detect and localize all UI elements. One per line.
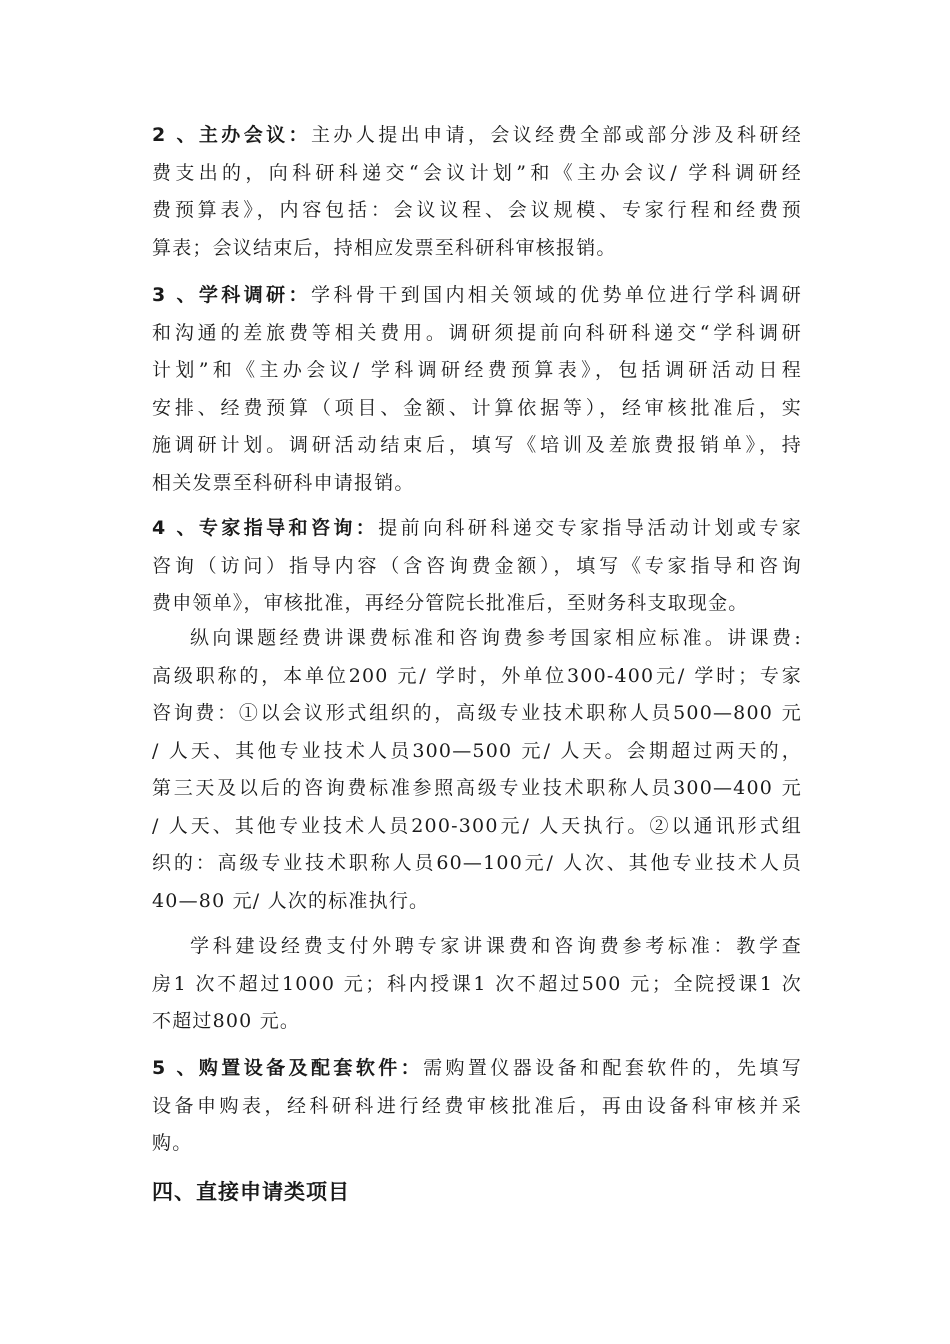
paragraph-line: 咨询（访问）指导内容（含咨询费金额），填写《专家指导和咨询 (152, 554, 802, 577)
paragraph-line: 纵向课题经费讲课费标准和咨询费参考国家相应标准。讲课费: (190, 627, 802, 649)
section-title: 3 、学科调研： (152, 284, 311, 306)
section-hosting-meetings (152, 117, 802, 267)
section-equipment-purchase (152, 1050, 802, 1163)
paragraph-line: / 人天、其他专业技术人员200-300元/ 人天执行。②以通讯形式组 (152, 814, 802, 837)
paragraph-line: 5 、购置设备及配套软件：需购置仪器设备和配套软件的，先填写 (152, 1057, 802, 1079)
paragraph-line: 40—80 元/ 人次的标准执行。 (152, 889, 430, 912)
paragraph-line: 安排、经费预算（项目、金额、计算依据等），经审核批准后，实 (152, 396, 802, 419)
paragraph-line: 房1 次不超过1000 元；科内授课1 次不超过500 元；全院授课1 次 (152, 972, 802, 995)
paragraph-line: 费预算表》，内容包括：会议议程、会议规模、专家行程和经费预 (152, 199, 802, 221)
paragraph-line: 学科建设经费支付外聘专家讲课费和咨询费参考标准：教学查 (190, 935, 802, 957)
paragraph-line: 高级职称的，本单位200 元/ 学时，外单位300-400元/ 学时；专家 (152, 664, 802, 687)
paragraph-line: 施调研计划。调研活动结束后，填写《培训及差旅费报销单》，持 (152, 434, 802, 456)
paragraph-line: 计划”和《主办会议/ 学科调研经费预算表》，包括调研活动日程 (152, 359, 802, 381)
section-discipline-research (152, 277, 802, 502)
paragraph-line: / 人天、其他专业技术人员300—500 元/ 人天。会期超过两天的， (152, 739, 802, 762)
paragraph-external-expert-standards (152, 928, 802, 1041)
paragraph-fee-standards (152, 620, 802, 920)
paragraph-line: 3 、学科调研：学科骨干到国内相关领域的优势单位进行学科调研 (152, 284, 803, 306)
paragraph-line: 算表；会议结束后，持相应发票至科研科审核报销。 (152, 236, 617, 259)
paragraph-line: 咨询费：①以会议形式组织的，高级专业技术职称人员500—800 元 (152, 702, 802, 724)
section-title: 2 、主办会议： (152, 124, 311, 146)
paragraph-line: 2 、主办会议：主办人提出申请，会议经费全部或部分涉及科研经 (152, 124, 803, 146)
section-title: 5 、购置设备及配套软件： (152, 1057, 424, 1079)
paragraph-line: 费申领单》，审核批准，再经分管院长批准后，至财务科支取现金。 (152, 592, 749, 614)
paragraph-line: 4 、专家指导和咨询：提前向科研科递交专家指导活动计划或专家 (152, 517, 802, 539)
paragraph-line: 相关发票至科研科申请报销。 (152, 471, 415, 494)
paragraph-line: 设备申购表，经科研科进行经费审核批准后，再由设备科审核并采 (152, 1094, 802, 1117)
paragraph-line: 不超过800 元。 (152, 1010, 301, 1032)
paragraph-line: 购。 (152, 1132, 193, 1154)
paragraph-line: 和沟通的差旅费等相关费用。调研须提前向科研科递交“学科调研 (152, 321, 802, 344)
paragraph-line: 第三天及以后的咨询费标准参照高级专业技术职称人员300—400 元 (152, 777, 802, 799)
paragraph-line: 费支出的，向科研科递交“会议计划”和《主办会议/ 学科调研经 (152, 161, 802, 184)
section-title: 4 、专家指导和咨询： (152, 517, 379, 539)
heading-direct-application-projects: 四、直接申请类项目 (152, 1180, 350, 1204)
paragraph-line: 织的：高级专业技术职称人员60—100元/ 人次、其他专业技术人员 (152, 852, 802, 874)
section-expert-guidance (152, 510, 802, 623)
